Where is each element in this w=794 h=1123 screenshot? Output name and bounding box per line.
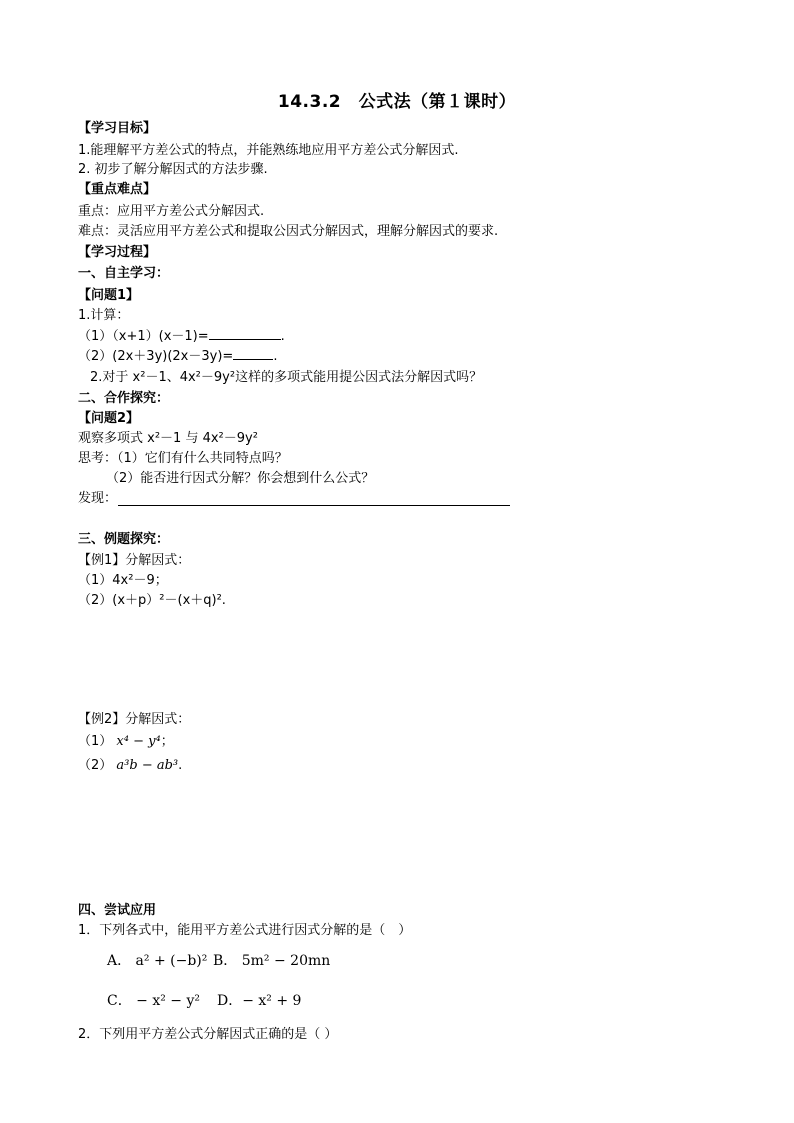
question-1-item-1-text: （1）（x+1）(x－1)= bbox=[78, 329, 209, 344]
focus-point: 重点：应用平方差公式分解因式. bbox=[78, 204, 265, 219]
example-2-item-2-end: . bbox=[178, 758, 183, 773]
problem-1: 1．下列各式中，能用平方差公式进行因式分解的是（ ） bbox=[78, 923, 412, 938]
problem-1-option-c: C． − x² − y² bbox=[107, 993, 201, 1009]
question-2-think-2: （2）能否进行因式分解？你会想到什么公式？ bbox=[106, 471, 375, 486]
section-examples: 三、例题探究： bbox=[78, 532, 170, 547]
section-cooperative: 二、合作探究： bbox=[78, 391, 170, 406]
example-1-item-1: （1）4x²－9； bbox=[78, 573, 168, 588]
objectives-heading: 【学习目标】 bbox=[78, 121, 157, 136]
question-2-observe: 观察多项式 x²－1 与 4x²－9y² bbox=[78, 431, 258, 446]
section-self-study: 一、自主学习： bbox=[78, 266, 170, 281]
key-points-heading: 【重点难点】 bbox=[78, 182, 157, 197]
process-heading: 【学习过程】 bbox=[78, 245, 157, 260]
section-application: 四、尝试应用 bbox=[78, 903, 157, 918]
example-2-item-1-expression: x⁴ − y⁴ bbox=[116, 734, 161, 749]
example-2-item-2 bbox=[78, 756, 182, 775]
question-2-heading: 【问题2】 bbox=[78, 411, 140, 426]
example-2-item-1-end: ； bbox=[160, 734, 174, 749]
answer-blank bbox=[233, 347, 273, 360]
objective-item-2: 2. 初步了解分解因式的方法步骤. bbox=[78, 162, 268, 177]
problem-1-option-d: D．− x² + 9 bbox=[217, 993, 302, 1009]
page-title: 14.3.2 公式法（第１课时） bbox=[277, 92, 517, 112]
example-2-item-2-expression: a³b − ab³ bbox=[116, 758, 179, 773]
question-1-calc-label: 1.计算： bbox=[78, 308, 130, 323]
difficulty-point: 难点：灵活应用平方差公式和提取公因式分解因式，理解分解因式的要求. bbox=[78, 224, 499, 239]
example-2-item-1 bbox=[78, 732, 174, 751]
objective-item-1: 1.能理解平方差公式的特点，并能熟练地应用平方差公式分解因式. bbox=[78, 143, 459, 158]
question-1-item-1-end: . bbox=[280, 329, 285, 344]
example-2-item-2-label: （2） bbox=[78, 758, 113, 773]
question-2-think-1: 思考：（1）它们有什么共同特点吗？ bbox=[78, 451, 288, 466]
discover-answer-line bbox=[118, 505, 510, 506]
example-2-heading: 【例2】分解因式： bbox=[78, 712, 191, 727]
answer-blank bbox=[209, 327, 281, 340]
question-1-item-2-end: . bbox=[273, 349, 278, 364]
question-1-item-3: 2.对于 x²－1、4x²－9y²这样的多项式能用提公因式法分解因式吗？ bbox=[90, 370, 483, 385]
question-1-item-2 bbox=[78, 347, 277, 366]
question-1-item-2-text: （2）(2x＋3y)(2x－3y)= bbox=[78, 349, 234, 364]
example-2-item-1-label: （1） bbox=[78, 734, 113, 749]
example-1-item-2: （2）(x＋p）²－(x＋q)². bbox=[78, 593, 226, 608]
question-1-heading: 【问题1】 bbox=[78, 288, 140, 303]
problem-1-option-a: A． a² + (−b)² bbox=[107, 953, 208, 969]
question-1-item-1 bbox=[78, 327, 285, 346]
problem-1-option-b: B． 5m² − 20mn bbox=[213, 953, 331, 969]
problem-2: 2．下列用平方差公式分解因式正确的是（ ） bbox=[78, 1027, 338, 1042]
example-1-heading: 【例1】分解因式： bbox=[78, 553, 191, 568]
question-2-discover-label: 发现： bbox=[78, 491, 118, 506]
